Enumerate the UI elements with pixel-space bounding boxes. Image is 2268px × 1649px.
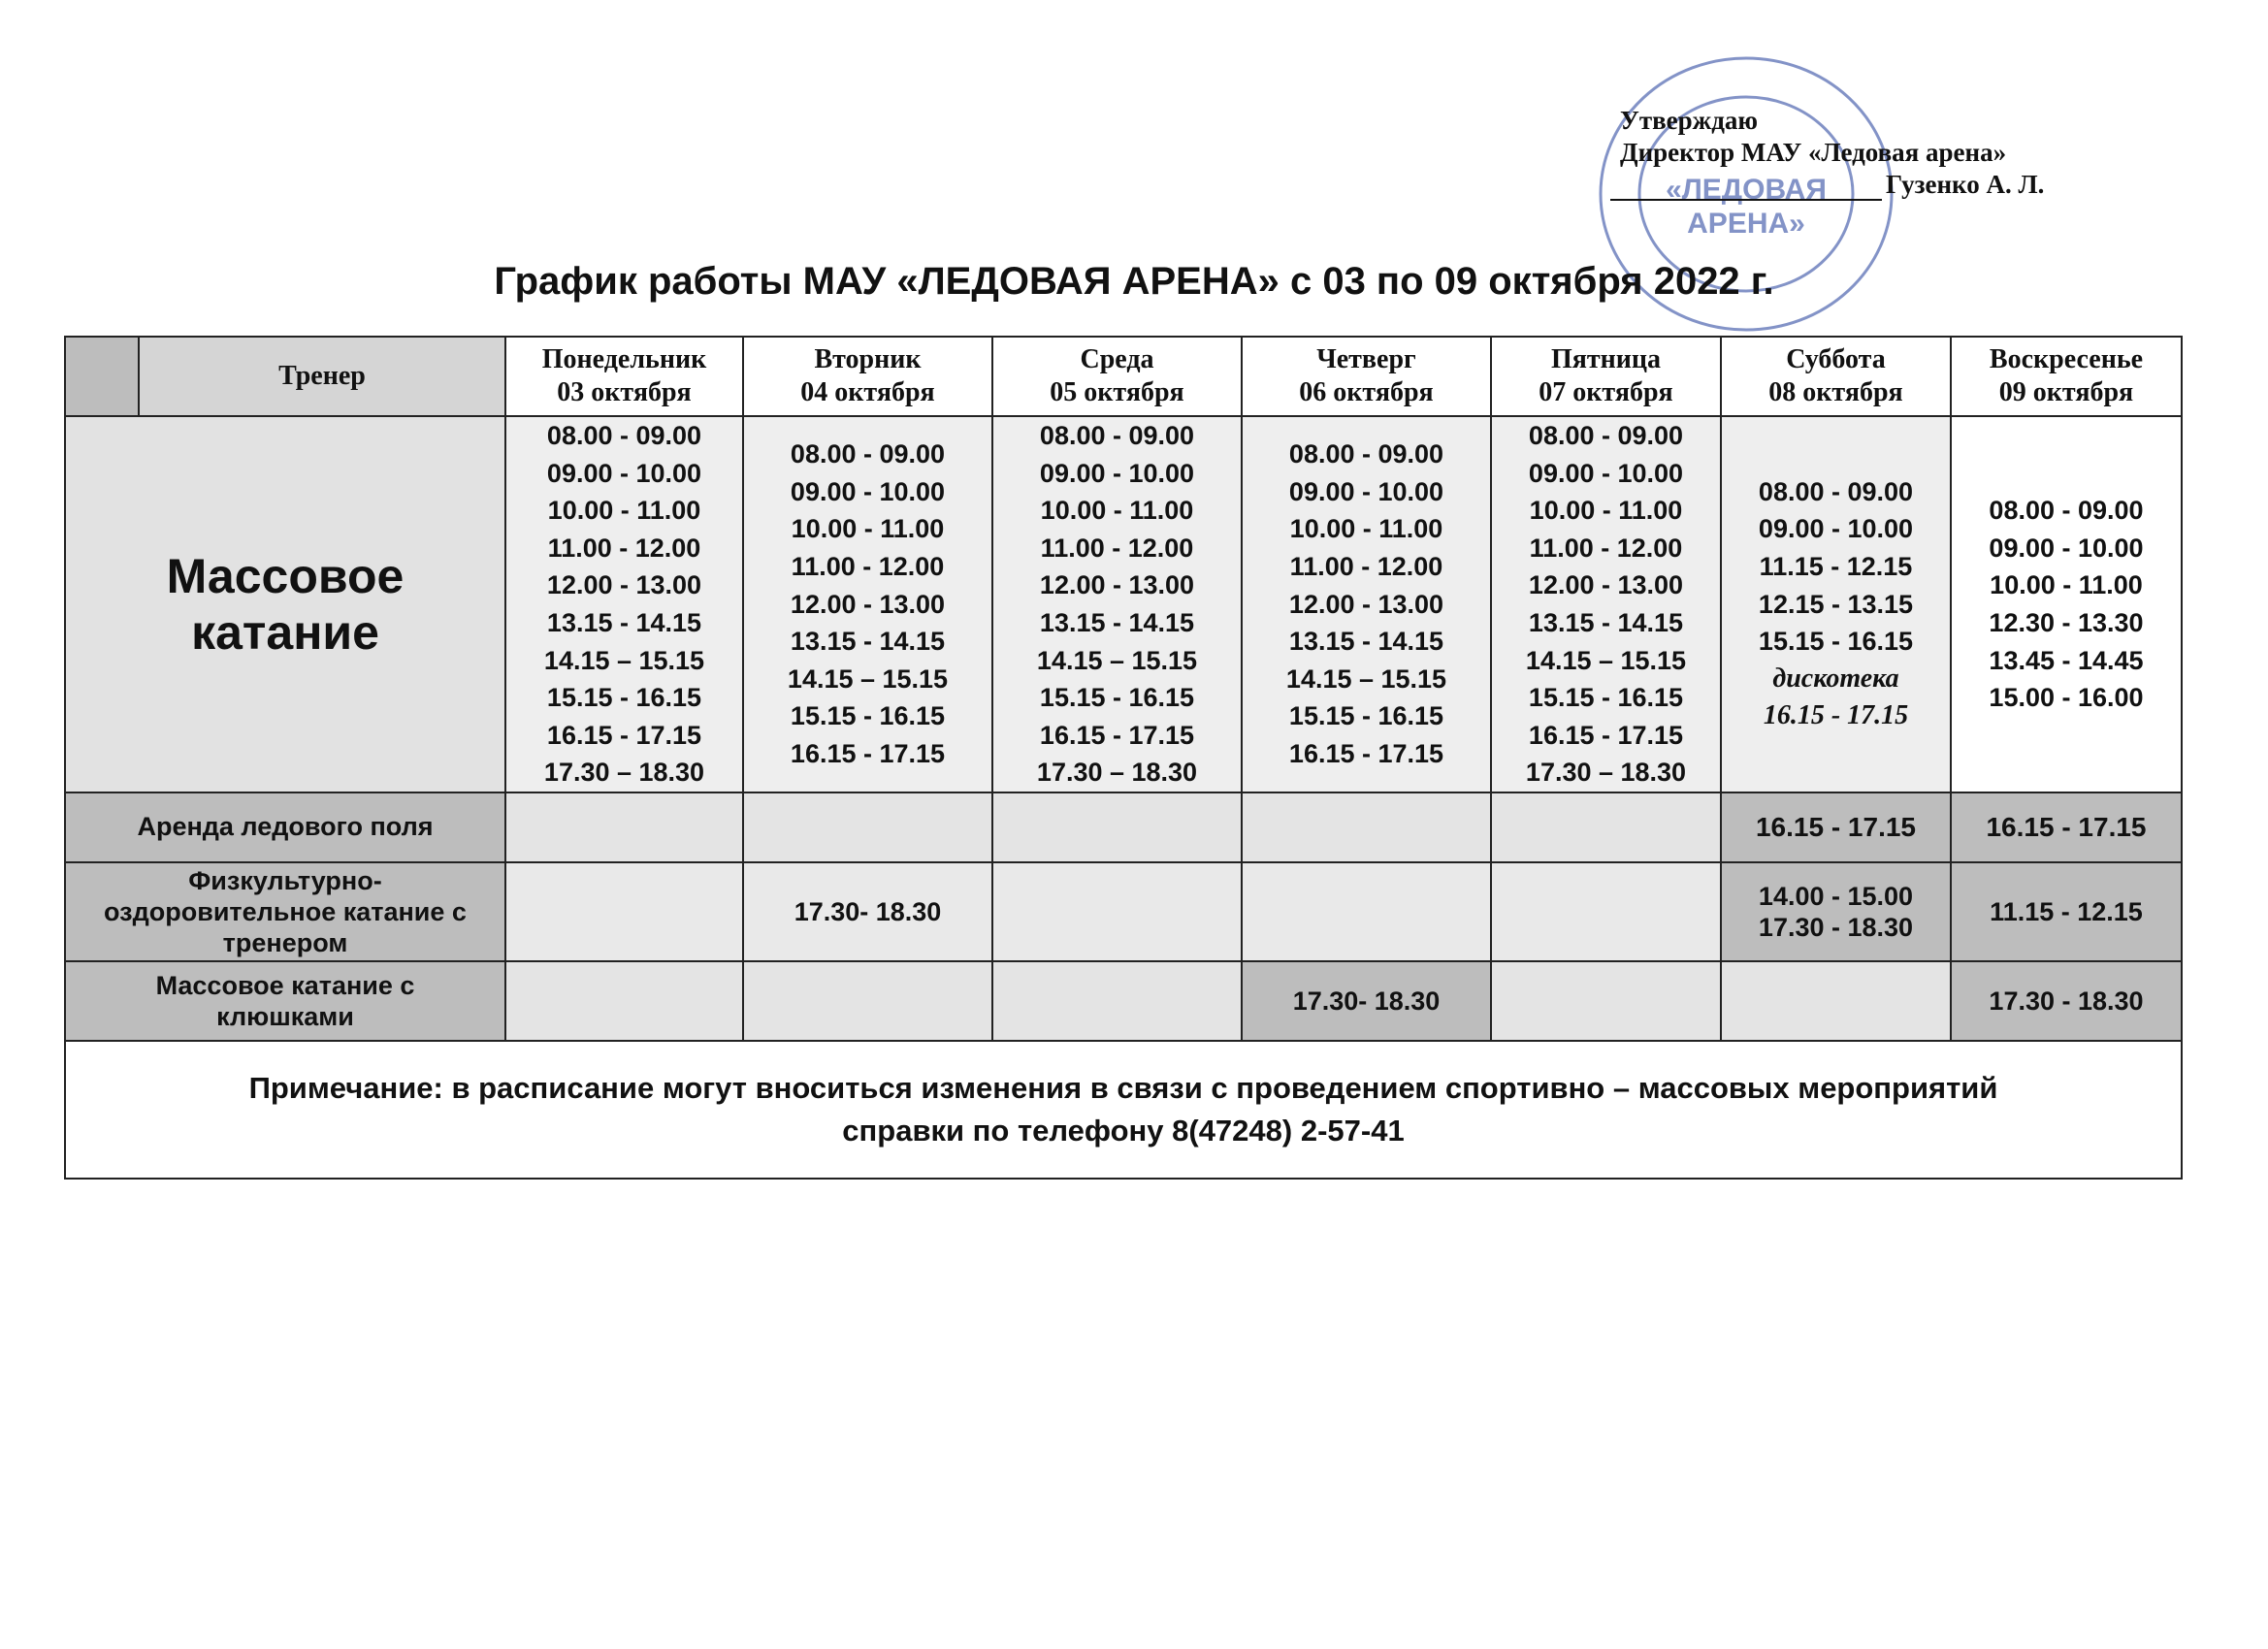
time-slot: 15.15 - 16.15	[1528, 683, 1684, 713]
day-header-friday	[1491, 337, 1721, 416]
mass-skating-slots-sunday	[1951, 416, 2182, 792]
day-header-saturday	[1721, 337, 1951, 416]
time-slot: 11.00 - 12.00	[547, 533, 701, 563]
fitness-cell-saturday	[1721, 862, 1951, 961]
day-date: 06 октября	[1299, 377, 1434, 407]
time-slot: 17.30 – 18.30	[543, 758, 705, 788]
time-slot: 13.15 - 14.15	[1528, 607, 1684, 637]
time-slot: 10.00 - 11.00	[1529, 496, 1683, 526]
day-name: Понедельник	[541, 344, 707, 374]
stick-skating-cell: 17.30 - 18.30	[1951, 961, 2182, 1041]
fitness-time: 17.30 - 18.30	[1758, 912, 1914, 942]
time-slot: 11.00 - 12.00	[791, 552, 945, 582]
ice-rent-row	[65, 792, 2182, 862]
stick-skating-cell	[505, 961, 743, 1041]
day-date: 04 октября	[800, 377, 935, 407]
ice-rent-cell	[1491, 792, 1721, 862]
time-slot: 09.00 - 10.00	[1039, 458, 1195, 488]
day-name: Вторник	[814, 344, 922, 374]
header-row	[65, 337, 2182, 416]
ice-rent-cell	[743, 792, 992, 862]
time-slot: 13.15 - 14.15	[546, 607, 702, 637]
mass-skating-slots-tuesday	[743, 416, 992, 792]
schedule-table	[64, 336, 2183, 1180]
time-slot: 13.15 - 14.15	[1039, 607, 1195, 637]
fitness-time: 14.00 - 15.00	[1758, 881, 1914, 911]
mass-skating-slots-monday	[505, 416, 743, 792]
time-slot: 08.00 - 09.00	[1288, 439, 1444, 469]
time-slot: 10.00 - 11.00	[547, 496, 701, 526]
time-slot: 12.30 - 13.30	[1989, 607, 2144, 637]
time-slot: 11.00 - 12.00	[1040, 533, 1194, 563]
time-slot: 11.00 - 12.00	[1289, 552, 1443, 582]
ice-rent-cell: 16.15 - 17.15	[1951, 792, 2182, 862]
note-line: Примечание: в расписание могут вноситься изменения в связи с проведением спортивно – массовых мероприятий	[248, 1070, 1998, 1105]
stick-skating-cell: 17.30- 18.30	[1242, 961, 1491, 1041]
fitness-skating-label	[65, 862, 505, 961]
note-row	[65, 1041, 2182, 1179]
approval-block	[1620, 105, 2124, 201]
mass-skating-label-line: катание	[191, 604, 379, 660]
time-slot: 14.15 – 15.15	[787, 663, 949, 694]
time-slot: 09.00 - 10.00	[790, 476, 946, 506]
fitness-cell	[1491, 862, 1721, 961]
time-slot: 16.15 - 17.15	[1039, 720, 1195, 750]
disco-label: дискотека	[1772, 663, 1899, 694]
time-slot: 15.15 - 16.15	[790, 701, 946, 731]
time-slot: 16.15 - 17.15	[546, 720, 702, 750]
time-slot: 12.00 - 13.00	[790, 589, 946, 619]
time-slot: 09.00 - 10.00	[1528, 458, 1684, 488]
ice-rent-cell: 16.15 - 17.15	[1721, 792, 1951, 862]
mass-skating-slots-thursday	[1242, 416, 1491, 792]
mass-skating-label	[65, 416, 505, 792]
time-slot: 08.00 - 09.00	[790, 439, 946, 469]
time-slot: 09.00 - 10.00	[546, 458, 702, 488]
day-header-monday	[505, 337, 743, 416]
svg-text:АРЕНА»: АРЕНА»	[1687, 208, 1805, 240]
fitness-skating-row	[65, 862, 2182, 961]
mass-skating-row	[65, 416, 2182, 792]
ice-rent-label: Аренда ледового поля	[65, 792, 505, 862]
time-slot: 15.15 - 16.15	[1758, 627, 1914, 657]
time-slot: 11.00 - 12.00	[1529, 533, 1683, 563]
fitness-label-line: тренером	[222, 927, 348, 957]
day-header-thursday	[1242, 337, 1491, 416]
stick-skating-cell	[1491, 961, 1721, 1041]
header-corner	[65, 337, 139, 416]
stick-label-line: клюшками	[216, 1001, 354, 1031]
time-slot: 12.00 - 13.00	[1288, 589, 1444, 619]
day-name: Среда	[1080, 344, 1154, 374]
time-slot: 14.15 – 15.15	[1525, 645, 1687, 675]
time-slot: 08.00 - 09.00	[1989, 496, 2144, 526]
approval-signer: Гузенко А. Л.	[1886, 170, 2045, 199]
time-slot: 14.15 – 15.15	[1036, 645, 1198, 675]
time-slot: 11.15 - 12.15	[1759, 552, 1913, 582]
day-date: 07 октября	[1539, 377, 1673, 407]
ice-rent-cell	[505, 792, 743, 862]
day-date: 05 октября	[1050, 377, 1184, 407]
day-name: Пятница	[1550, 344, 1662, 374]
time-slot: 09.00 - 10.00	[1989, 533, 2144, 563]
document-title: График работы МАУ «ЛЕДОВАЯ АРЕНА» с 03 по 09 октября 2022 г.	[494, 260, 1774, 303]
time-slot: 14.15 – 15.15	[543, 645, 705, 675]
fitness-label-line: Физкультурно-	[188, 865, 382, 895]
mass-skating-slots-wednesday	[992, 416, 1242, 792]
stick-skating-label	[65, 961, 505, 1041]
note-line: справки по телефону 8(47248) 2-57-41	[842, 1113, 1405, 1148]
time-slot: 16.15 - 17.15	[790, 739, 946, 769]
time-slot: 13.15 - 14.15	[790, 627, 946, 657]
mass-skating-slots-saturday	[1721, 416, 1951, 792]
time-slot: 10.00 - 11.00	[1990, 570, 2143, 600]
signature-underline	[1610, 174, 1882, 201]
time-slot: 08.00 - 09.00	[1528, 421, 1684, 450]
time-slot: 15.15 - 16.15	[1039, 683, 1195, 713]
time-slot: 09.00 - 10.00	[1758, 514, 1914, 544]
day-date: 03 октября	[557, 377, 692, 407]
time-slot: 10.00 - 11.00	[791, 514, 945, 544]
day-name: Четверг	[1316, 344, 1416, 374]
day-date: 08 октября	[1768, 377, 1903, 407]
mass-skating-label-line: Массовое	[166, 548, 405, 603]
time-slot: 16.15 - 17.15	[1528, 720, 1684, 750]
fitness-label-line: оздоровительное катание с	[104, 896, 467, 926]
mass-skating-slots-friday	[1491, 416, 1721, 792]
stick-label-line: Массовое катание с	[155, 970, 415, 1000]
time-slot: 15.15 - 16.15	[1288, 701, 1444, 731]
day-name: Суббота	[1786, 344, 1886, 374]
fitness-cell	[992, 862, 1242, 961]
schedule-note	[65, 1041, 2182, 1179]
svg-text:«ЛЕДОВАЯ: «ЛЕДОВАЯ	[1666, 174, 1827, 206]
approval-line: Утверждаю	[1620, 106, 1759, 135]
fitness-cell: 11.15 - 12.15	[1951, 862, 2182, 961]
time-slot: 17.30 – 18.30	[1525, 758, 1687, 788]
signature-line	[1610, 169, 2124, 201]
time-slot: 08.00 - 09.00	[1039, 421, 1195, 450]
ice-rent-cell	[992, 792, 1242, 862]
fitness-cell	[1242, 862, 1491, 961]
time-slot: 16.15 - 17.15	[1288, 739, 1444, 769]
time-slot: 12.15 - 13.15	[1758, 589, 1914, 619]
day-header-tuesday	[743, 337, 992, 416]
time-slot: 12.00 - 13.00	[1039, 570, 1195, 600]
fitness-cell	[505, 862, 743, 961]
time-slot: 15.15 - 16.15	[546, 683, 702, 713]
time-slot: 13.15 - 14.15	[1288, 627, 1444, 657]
day-header-sunday	[1951, 337, 2182, 416]
time-slot: 10.00 - 11.00	[1289, 514, 1443, 544]
stick-skating-row	[65, 961, 2182, 1041]
time-slot: 14.15 – 15.15	[1285, 663, 1447, 694]
time-slot: 12.00 - 13.00	[546, 570, 702, 600]
day-name: Воскресенье	[1989, 344, 2144, 374]
stick-skating-cell	[992, 961, 1242, 1041]
coach-header: Тренер	[139, 337, 505, 416]
disco-time: 16.15 - 17.15	[1763, 700, 1909, 731]
time-slot: 13.45 - 14.45	[1989, 645, 2144, 675]
ice-rent-cell	[1242, 792, 1491, 862]
time-slot: 17.30 – 18.30	[1036, 758, 1198, 788]
time-slot: 15.00 - 16.00	[1989, 683, 2144, 713]
time-slot: 08.00 - 09.00	[1758, 476, 1914, 506]
day-date: 09 октября	[1998, 377, 2134, 407]
time-slot: 08.00 - 09.00	[546, 421, 702, 450]
stick-skating-cell	[1721, 961, 1951, 1041]
time-slot: 12.00 - 13.00	[1528, 570, 1684, 600]
approval-position: Директор МАУ «Ледовая арена»	[1620, 138, 2007, 167]
time-slot: 10.00 - 11.00	[1040, 496, 1194, 526]
fitness-cell: 17.30- 18.30	[743, 862, 992, 961]
day-header-wednesday	[992, 337, 1242, 416]
stick-skating-cell	[743, 961, 992, 1041]
time-slot: 09.00 - 10.00	[1288, 476, 1444, 506]
